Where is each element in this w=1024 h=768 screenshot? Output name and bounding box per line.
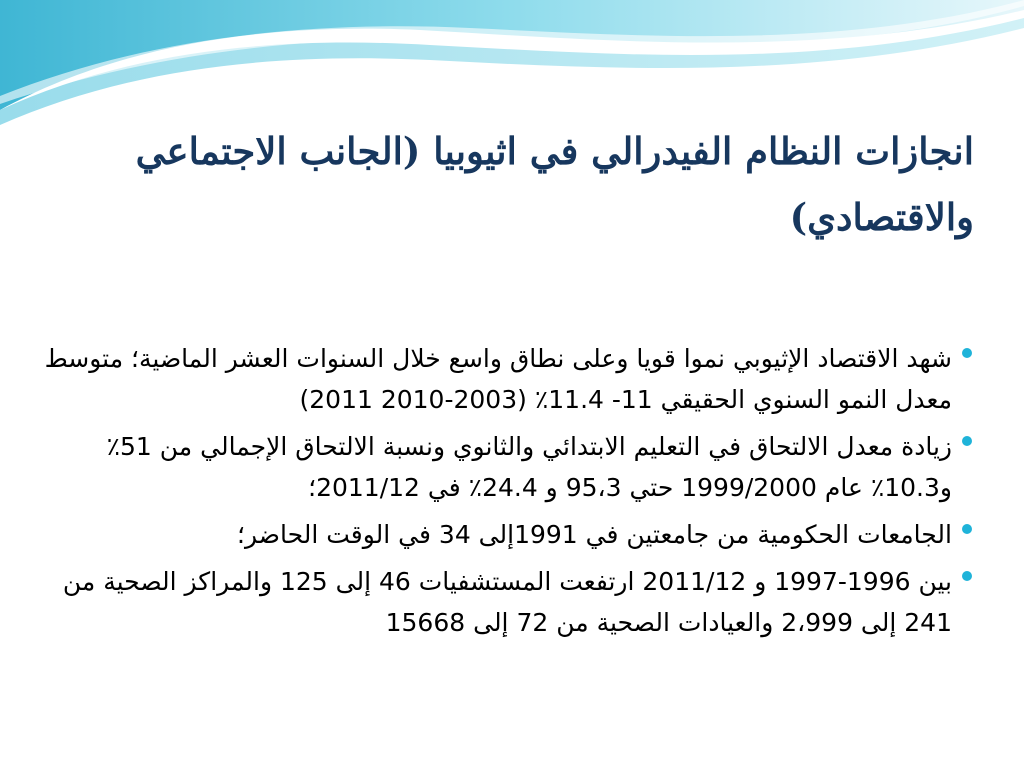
bullet-item-universities: [42, 514, 972, 555]
bullet-dot-icon: [962, 571, 972, 581]
bullet-item-economy: [42, 338, 972, 420]
bullet-text: شهد الاقتصاد الإثيوبي نموا قويا وعلى نطاق واسع خلال السنوات العشر الماضية؛ متوسط معدل النمو السنوي الحقيقي 11- 11.4٪ (2003-2010 2011): [44, 344, 952, 414]
bullet-dot-icon: [962, 348, 972, 358]
bullet-item-education: [42, 426, 972, 508]
slide-title: انجازات النظام الفيدرالي في اثيوبيا (الجانب الاجتماعي والاقتصادي): [135, 129, 974, 239]
bullet-list: [42, 338, 972, 649]
bullet-dot-icon: [962, 436, 972, 446]
bullet-text: بين 1996-1997 و 2011/12 ارتفعت المستشفيات 46 إلى 125 والمراكز الصحية من 241 إلى 2،999 والعيادات الصحية من 72 إلى 15668: [62, 567, 952, 637]
header-wave-decoration: [0, 0, 1024, 130]
bullet-text: زيادة معدل الالتحاق في التعليم الابتدائي والثانوي ونسبة الالتحاق الإجمالي من 51٪ و10.3٪ عام 1999/2000 حتي 95،3 و 24.4٪ في 2011/12؛: [106, 432, 952, 502]
bullet-text: الجامعات الحكومية من جامعتين في 1991إلى 34 في الوقت الحاضر؛: [237, 520, 952, 549]
bullet-item-health: [42, 561, 972, 643]
bullet-dot-icon: [962, 524, 972, 534]
